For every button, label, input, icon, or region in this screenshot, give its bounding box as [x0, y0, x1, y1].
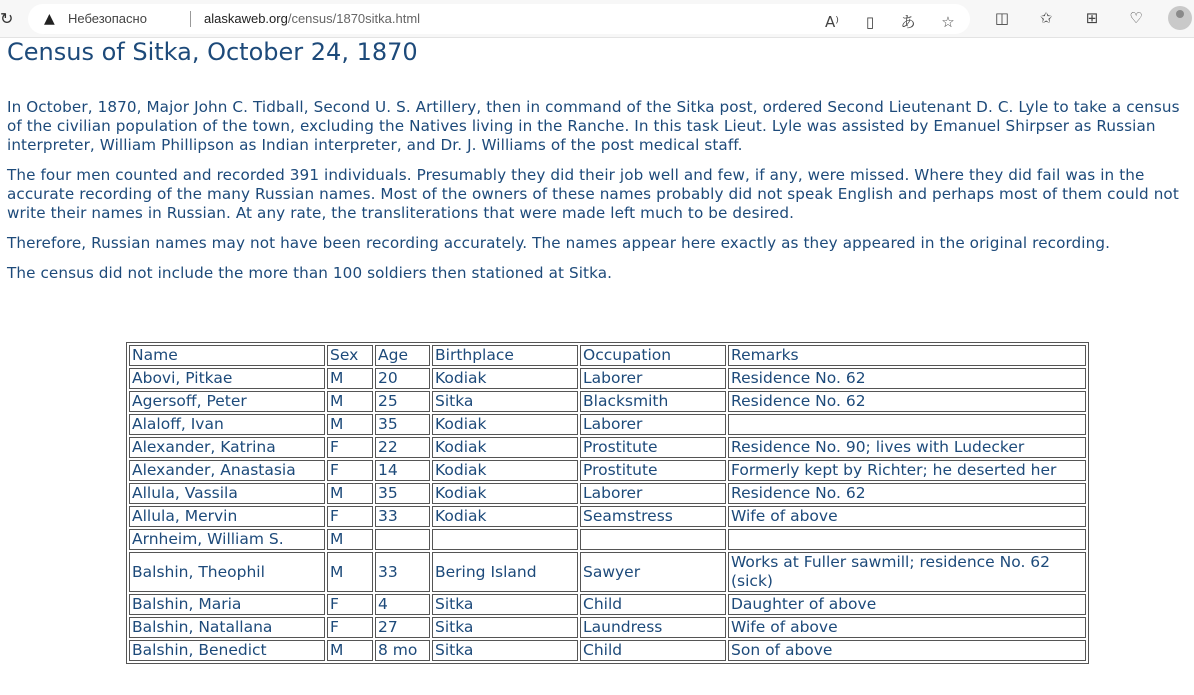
cell-occupation: Laborer [580, 483, 726, 504]
table-row [129, 640, 1086, 661]
table-row [129, 391, 1086, 412]
cell-birthplace: Kodiak [432, 483, 578, 504]
cell-remarks [728, 414, 1086, 435]
cell-occupation: Seamstress [580, 506, 726, 527]
address-separator [190, 11, 191, 27]
cell-birthplace: Kodiak [432, 414, 578, 435]
table-row [129, 506, 1086, 527]
url-text[interactable] [204, 11, 420, 26]
browser-toolbar [0, 0, 1194, 38]
cell-occupation: Sawyer [580, 552, 726, 592]
cell-occupation: Laundress [580, 617, 726, 638]
table-row [129, 594, 1086, 615]
cell-age: 8 mo [375, 640, 430, 661]
table-row [129, 460, 1086, 481]
cell-sex: M [327, 529, 373, 550]
cell-occupation: Prostitute [580, 460, 726, 481]
cell-remarks: Wife of above [728, 617, 1086, 638]
intro-paragraph: In October, 1870, Major John C. Tidball, Second U. S. Artillery, then in command of the Sitka post, ordered Second Lieutenant D. C. Lyle to take a census of the civilian population of the town, excluding the Natives living in the Ranche. In this task Lieut. Lyle was assisted by Emanuel Shirpser as Russian interpreter, William Phillipson as Indian interpreter, and Dr. J. Williams of the post medical staff. [7, 98, 1180, 154]
cell-remarks: Works at Fuller sawmill; residence No. 62 (sick) [728, 552, 1086, 592]
page-title: Census of Sitka, October 24, 1870 [7, 38, 418, 66]
cell-name: Alexander, Anastasia [129, 460, 325, 481]
cell-occupation: Laborer [580, 414, 726, 435]
cell-occupation: Child [580, 640, 726, 661]
table-row [129, 437, 1086, 458]
cell-sex: F [327, 617, 373, 638]
cell-name: Agersoff, Peter [129, 391, 325, 412]
cell-age: 22 [375, 437, 430, 458]
cell-age: 14 [375, 460, 430, 481]
column-header-remarks: Remarks [728, 345, 1086, 366]
cell-sex: F [327, 594, 373, 615]
names-note-paragraph: Therefore, Russian names may not have been recording accurately. The names appear here exactly as they appeared in the original recording. [7, 234, 1111, 252]
cell-remarks: Daughter of above [728, 594, 1086, 615]
reload-icon[interactable]: ↻ [0, 9, 14, 28]
cell-age [375, 529, 430, 550]
cell-remarks: Wife of above [728, 506, 1086, 527]
table-row [129, 483, 1086, 504]
cell-occupation: Laborer [580, 368, 726, 389]
table-row [129, 617, 1086, 638]
cell-remarks: Residence No. 90; lives with Ludecker [728, 437, 1086, 458]
cell-birthplace: Bering Island [432, 552, 578, 592]
translate-icon[interactable]: あ [900, 13, 916, 31]
cell-birthplace: Sitka [432, 391, 578, 412]
cell-occupation: Prostitute [580, 437, 726, 458]
url-host: alaskaweb.org [204, 11, 288, 26]
immersive-reader-icon[interactable]: ▯ [865, 13, 875, 31]
cell-remarks [728, 529, 1086, 550]
cell-name: Balshin, Maria [129, 594, 325, 615]
cell-name: Arnheim, William S. [129, 529, 325, 550]
cell-age: 20 [375, 368, 430, 389]
table-header-row [129, 345, 1086, 366]
cell-birthplace: Kodiak [432, 460, 578, 481]
cell-sex: M [327, 391, 373, 412]
favorite-icon[interactable]: ☆ [941, 13, 955, 31]
table-row [129, 552, 1086, 592]
cell-remarks: Residence No. 62 [728, 391, 1086, 412]
cell-remarks: Residence No. 62 [728, 368, 1086, 389]
cell-birthplace: Sitka [432, 594, 578, 615]
security-label[interactable]: Небезопасно [68, 11, 147, 26]
count-paragraph: The four men counted and recorded 391 individuals. Presumably they did their job well and few, if any, were missed. Where they did fail was in the accurate recording of the many Russian names. Most of the owners of these names probably did not speak English and perhaps most of them could not write their names in Russian. At any rate, the transliterations that were made left much to be desired. [7, 166, 1179, 222]
column-header-sex: Sex [327, 345, 373, 366]
cell-remarks: Son of above [728, 640, 1086, 661]
cell-name: Abovi, Pitkae [129, 368, 325, 389]
cell-sex: M [327, 368, 373, 389]
cell-sex: F [327, 506, 373, 527]
profile-icon[interactable] [1168, 6, 1192, 30]
cell-birthplace: Sitka [432, 640, 578, 661]
cell-age: 35 [375, 483, 430, 504]
cell-birthplace: Kodiak [432, 437, 578, 458]
column-header-name: Name [129, 345, 325, 366]
cell-remarks: Formerly kept by Richter; he deserted her [728, 460, 1086, 481]
cell-birthplace [432, 529, 578, 550]
census-table [126, 342, 1089, 664]
cell-age: 35 [375, 414, 430, 435]
warning-icon[interactable]: ▲ [44, 11, 55, 27]
cell-sex: M [327, 640, 373, 661]
cell-name: Alexander, Katrina [129, 437, 325, 458]
split-screen-icon[interactable]: ◫ [994, 9, 1010, 27]
cell-name: Allula, Vassila [129, 483, 325, 504]
table-row [129, 414, 1086, 435]
collections-icon[interactable]: ⊞ [1085, 9, 1099, 27]
cell-name: Balshin, Natallana [129, 617, 325, 638]
cell-remarks: Residence No. 62 [728, 483, 1086, 504]
cell-birthplace: Sitka [432, 617, 578, 638]
column-header-birthplace: Birthplace [432, 345, 578, 366]
cell-age: 25 [375, 391, 430, 412]
cell-occupation [580, 529, 726, 550]
cell-occupation: Blacksmith [580, 391, 726, 412]
url-path: /census/1870sitka.html [287, 11, 421, 26]
cell-sex: F [327, 437, 373, 458]
cell-sex: M [327, 552, 373, 592]
soldiers-note-paragraph: The census did not include the more than 100 soldiers then stationed at Sitka. [7, 264, 613, 282]
cell-sex: M [327, 414, 373, 435]
cell-occupation: Child [580, 594, 726, 615]
cell-birthplace: Kodiak [432, 368, 578, 389]
cell-age: 33 [375, 552, 430, 592]
table-row [129, 529, 1086, 550]
read-aloud-icon[interactable]: A⁾ [825, 13, 839, 31]
cell-name: Alaloff, Ivan [129, 414, 325, 435]
column-header-age: Age [375, 345, 430, 366]
cell-sex: M [327, 483, 373, 504]
cell-sex: F [327, 460, 373, 481]
cell-name: Allula, Mervin [129, 506, 325, 527]
table-row [129, 368, 1086, 389]
browser-essentials-icon[interactable]: ♡ [1129, 9, 1143, 27]
cell-birthplace: Kodiak [432, 506, 578, 527]
address-bar[interactable] [28, 4, 970, 34]
cell-age: 33 [375, 506, 430, 527]
cell-age: 27 [375, 617, 430, 638]
cell-name: Balshin, Theophil [129, 552, 325, 592]
column-header-occupation: Occupation [580, 345, 726, 366]
cell-age: 4 [375, 594, 430, 615]
cell-name: Balshin, Benedict [129, 640, 325, 661]
favorites-icon[interactable]: ✩ [1039, 9, 1053, 27]
